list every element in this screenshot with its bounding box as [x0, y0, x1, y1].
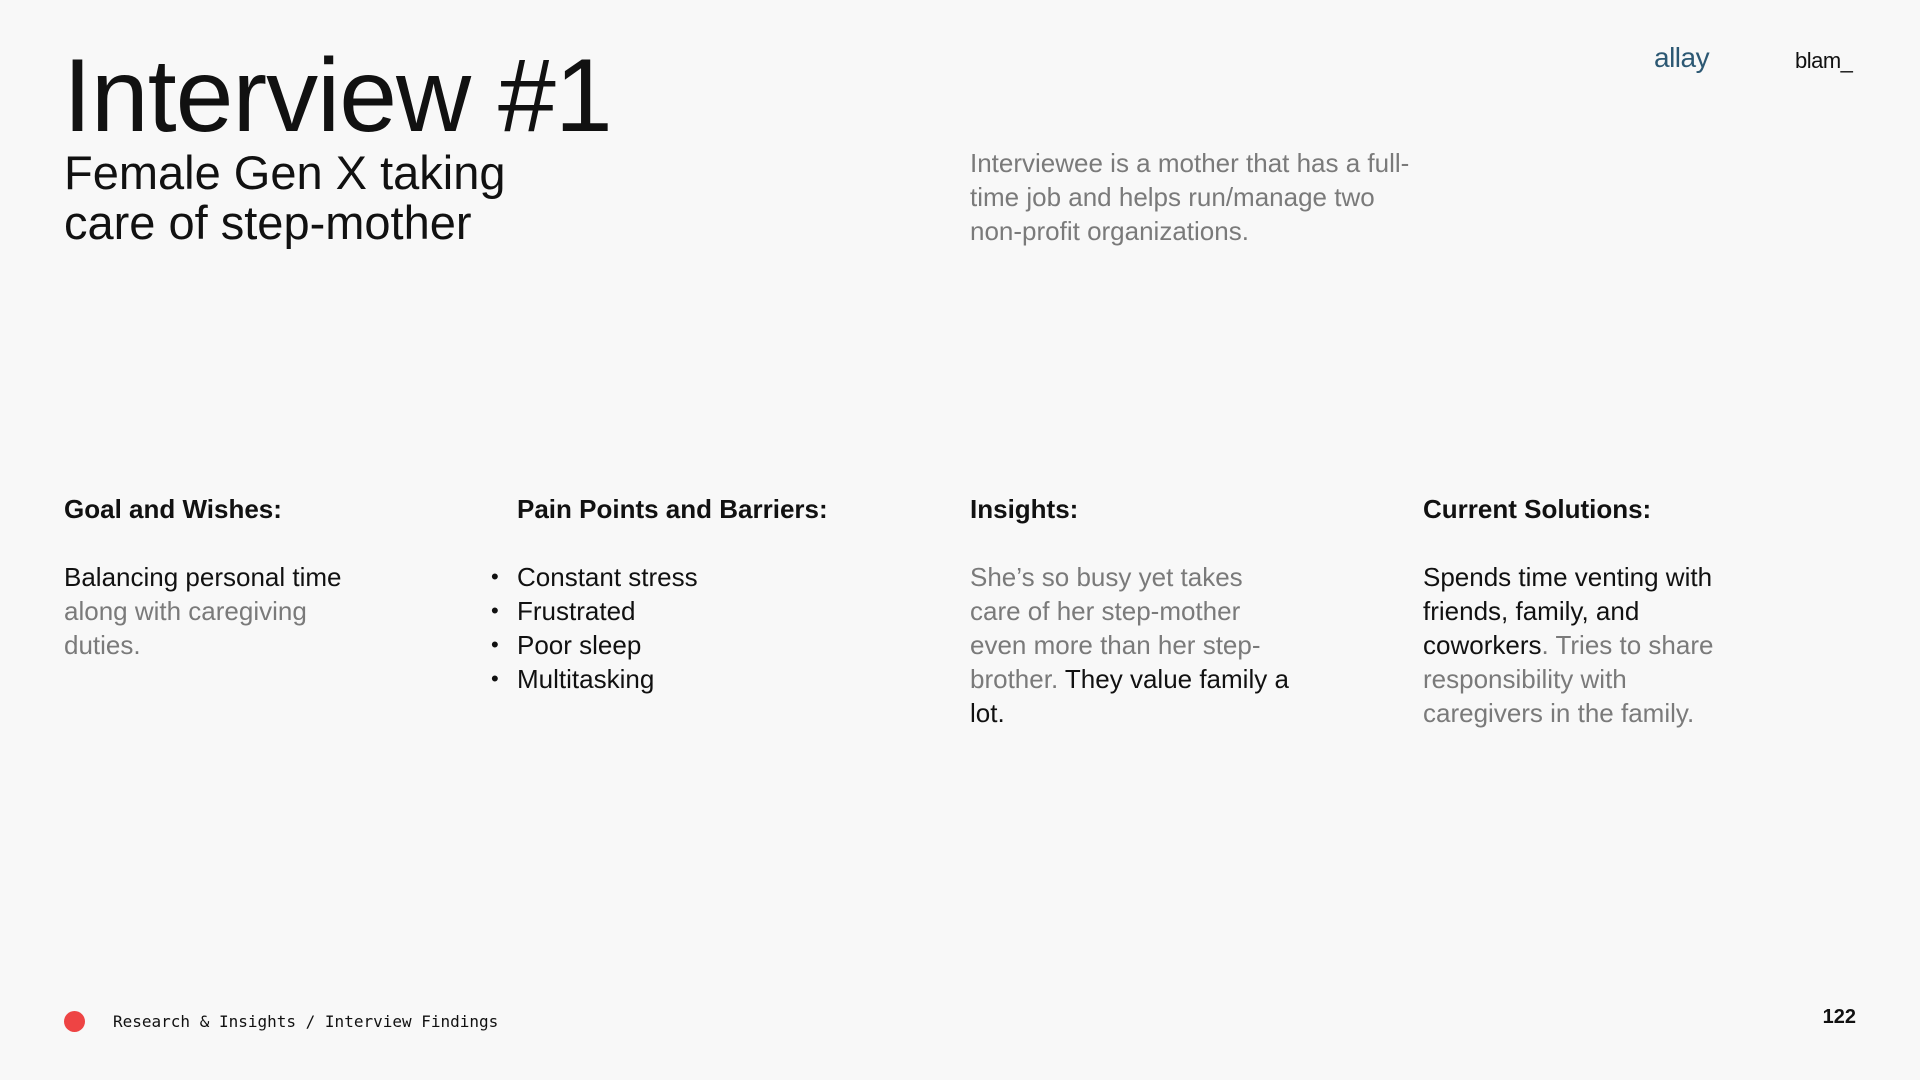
interviewee-summary: Interviewee is a mother that has a full-time job and helps run/manage two non-profit organizations.: [970, 148, 1410, 246]
allay-logo: allay: [1654, 42, 1710, 73]
solutions-text: [1423, 560, 1723, 730]
list-item: [491, 662, 937, 696]
page-subtitle: Female Gen X taking care of step-mother: [64, 146, 506, 249]
breadcrumb: Research & Insights / Interview Findings: [113, 1012, 499, 1031]
goals-text-emphasis: Balancing personal time: [64, 562, 342, 592]
insights-heading: Insights:: [970, 494, 1079, 524]
bullet-icon: •: [491, 632, 499, 657]
insights-text: [970, 560, 1300, 730]
solutions-text-emphasis: Spends time venting with friends, family, and coworkers: [1423, 562, 1713, 660]
page-number: 122: [1822, 1006, 1856, 1028]
goals-text: [64, 560, 354, 662]
goals-heading: Goal and Wishes:: [64, 494, 282, 524]
pain-points-heading: Pain Points and Barriers:: [517, 494, 828, 524]
pain-points-column: [491, 492, 937, 696]
solutions-column: [1423, 492, 1723, 730]
list-item-label: Poor sleep: [517, 630, 642, 660]
list-item: [491, 560, 937, 594]
list-item-label: Constant stress: [517, 562, 698, 592]
bullet-icon: •: [491, 598, 499, 623]
pain-points-list: [491, 560, 937, 696]
solutions-heading: Current Solutions:: [1423, 494, 1652, 524]
solutions-text-detail: . Tries to share responsibility with caregivers in the family.: [1423, 630, 1714, 728]
insights-text-detail: She’s so busy yet takes care of her step-mother even more than her step-brother.: [970, 562, 1261, 694]
insights-column: [970, 492, 1300, 730]
list-item-label: Frustrated: [517, 596, 636, 626]
page-title: Interview #1: [63, 38, 612, 154]
insights-text-emphasis: They value family a lot.: [970, 664, 1289, 728]
list-item: [491, 628, 937, 662]
list-item: [491, 594, 937, 628]
goals-text-detail: along with caregiving duties.: [64, 596, 307, 660]
goals-column: [64, 492, 354, 662]
bullet-icon: •: [491, 564, 499, 589]
list-item-label: Multitasking: [517, 664, 655, 694]
blam-logo: blam_: [1795, 48, 1853, 73]
section-dot-icon: [64, 1011, 85, 1032]
bullet-icon: •: [491, 666, 499, 691]
